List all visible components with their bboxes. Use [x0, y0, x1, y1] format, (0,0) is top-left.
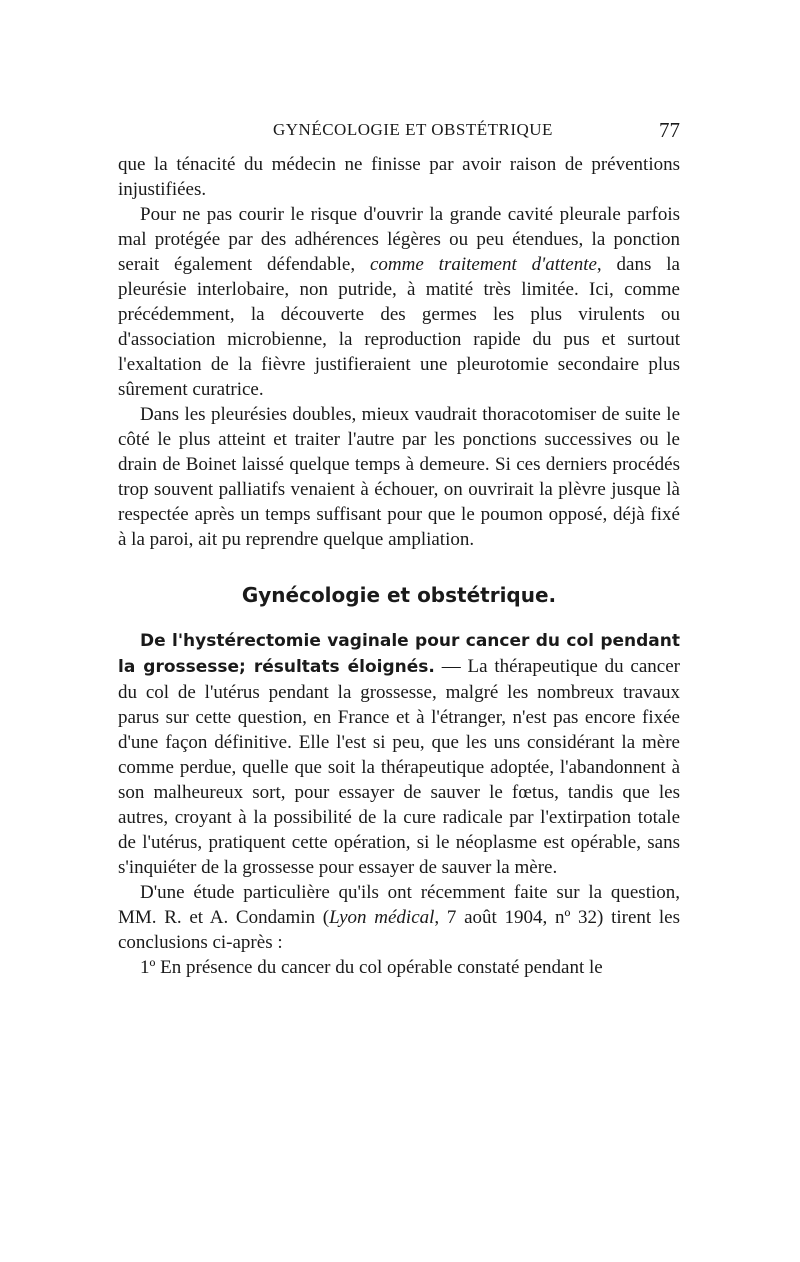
section-heading: Gynécologie et obstétrique. — [241, 583, 557, 607]
paragraph-study — [118, 880, 680, 955]
paragraph-double-pleurisy: Dans les pleurésies doubles, mieux vaudrait thoracotomiser de suite le côté le plus atteint et traiter l'autre par les ponctions successives ou le drain de Boinet laissé quelque temps à demeure. Si ces derniers procédés trop souvent palliatifs venaient à échouer, on ouvrirait la plèvre jusque là respectée après un temps suffisant pour que le poumon opposé, déjà fixé à la paroi, ait pu reprendre quelque ampliation. — [118, 404, 680, 550]
paragraph-continuation: que la ténacité du médecin ne finisse par avoir raison de préventions injustifiées. — [118, 154, 680, 200]
page-number: 77 — [659, 118, 680, 142]
running-title: GYNÉCOLOGIE ET OBSTÉTRIQUE — [273, 120, 553, 139]
paragraph-puncture — [118, 202, 680, 402]
paragraph-text: , dans la pleurésie interlobaire, non putride, à matité très limitée. Ici, comme précédemment, la découverte des germes les plus virulents ou d'association microbienne, la reproduction rapide du pus et surtout l'exaltation de la fièvre justifieraient une pleurotomie secondaire plus sûrement curatrice. — [118, 254, 680, 400]
paragraph-text: D'une étude particulière qu'ils ont récemment faite sur la question, MM. R. et A. Condamin ( — [118, 882, 680, 928]
italic-phrase: comme traitement d'attente — [369, 254, 597, 275]
article-title: De l'hystérectomie vaginale pour cancer du col pendant la grossesse; résultats éloignés. — [118, 631, 680, 677]
paragraph-text: — La thérapeutique du cancer du col de l'utérus pendant la grossesse, malgré les nombreux travaux parus sur cette question, en France et à l'étranger, n'est pas encore fixée d'une façon définitive. Elle l'est si peu, que les uns considérant la mère comme perdue, quelle que soit la thérapeutique adoptée, l'abandonnent à son malheureux sort, pour essayer de sauver le fœtus, tandis que les autres, croyant à la possibilité de la cure radicale par l'extirpation totale de l'utérus, pratiquent cette opération, si le néoplasme est opérable, sans s'inquiéter de la grossesse pour essayer de sauver la mère. — [118, 656, 680, 878]
paragraph-article — [118, 628, 680, 880]
journal-title: Lyon médical — [329, 907, 435, 928]
paragraph-text: , 7 août 1904, nº 32) tirent les conclusions ci-après : — [118, 907, 680, 953]
paragraph-conclusion-1: 1º En présence du cancer du col opérable constaté pendant le — [140, 957, 603, 978]
body-text — [118, 152, 680, 980]
paragraph-text: Pour ne pas courir le risque d'ouvrir la grande cavité pleurale parfois mal protégée par des adhérences légères ou peu étendues, la ponction serait également défendable, — [118, 204, 680, 275]
running-head — [118, 118, 680, 142]
